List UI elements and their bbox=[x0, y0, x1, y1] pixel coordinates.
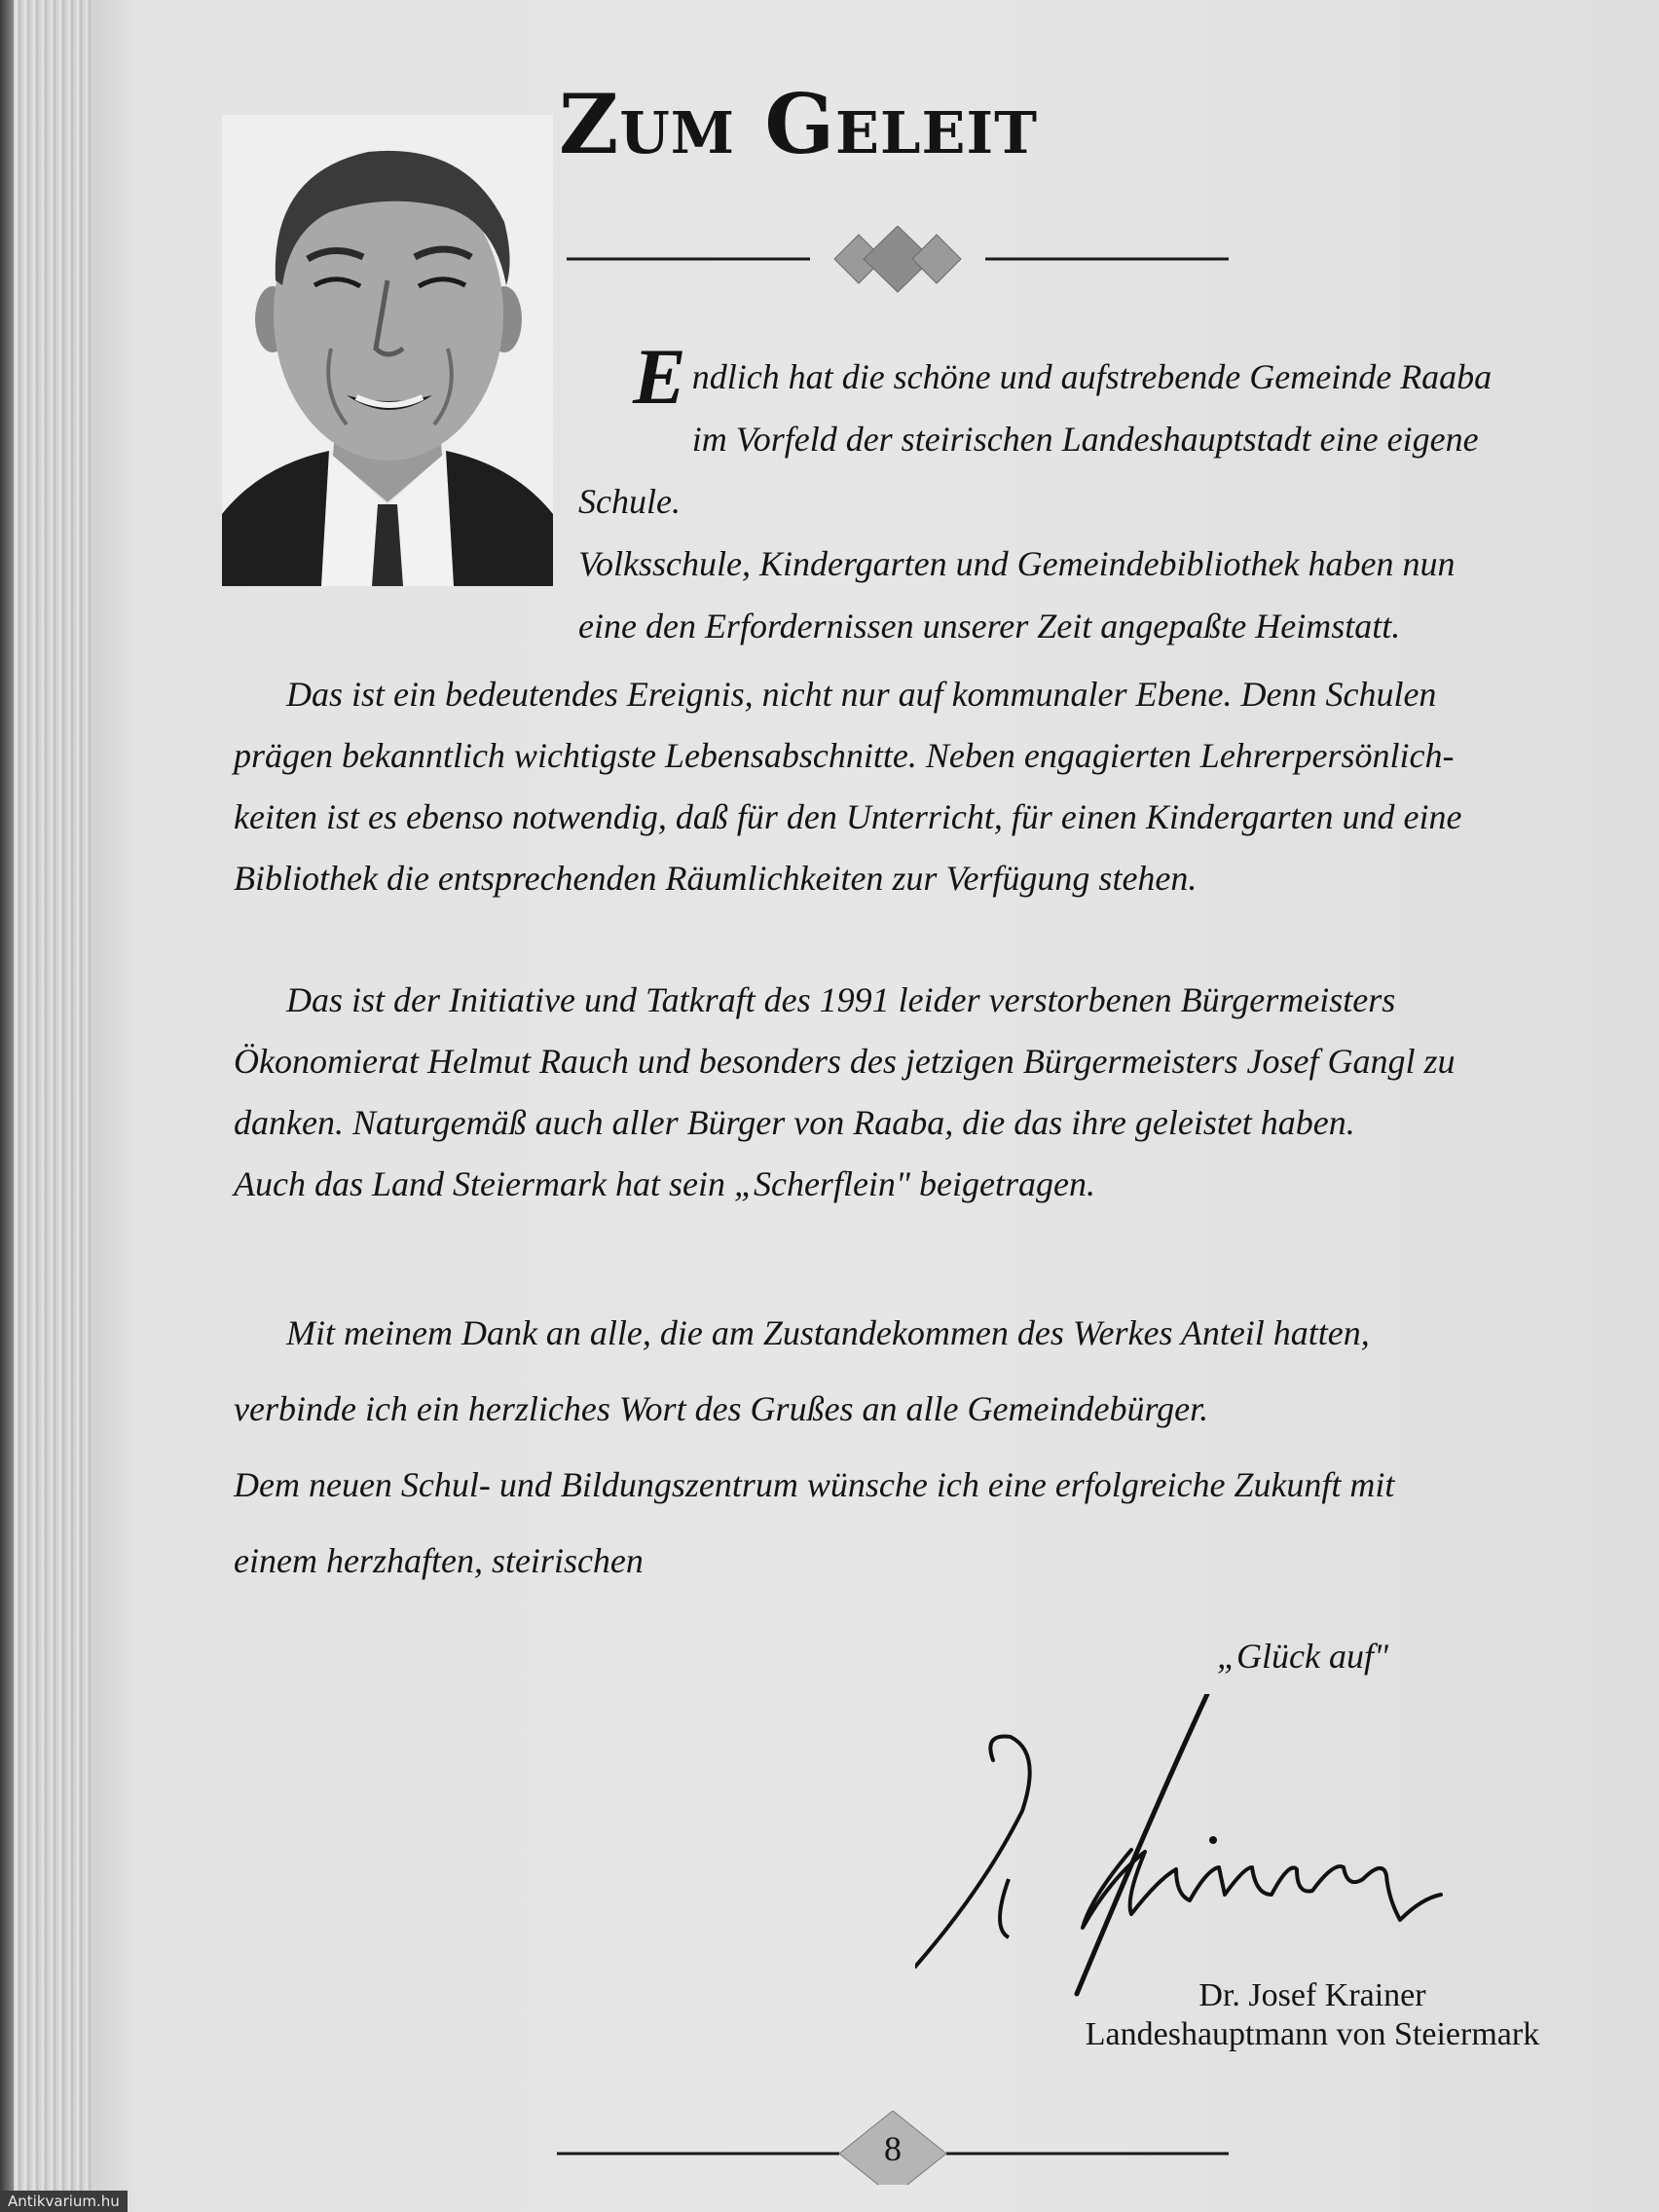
page-number: 8 bbox=[884, 2129, 902, 2168]
body-paragraph-2: Das ist ein bedeutendes Ereignis, nicht nur auf kommunaler Ebene. Denn Schulen prägen bekanntlich wichtigste Lebensabschnitte. Neben engagierten Lehrerpersönlich- keiten ist es ebenso notwendig, daß für den Unterricht, für einen Kindergarten und eine Bibliothek die entsprechenden Räumlichkeiten zur Verfügung stehen. bbox=[234, 675, 1462, 898]
closing-greeting: „Glück auf" bbox=[1217, 1637, 1389, 1676]
body-paragraph-3: Das ist der Initiative und Tatkraft des 1991 leider verstorbenen Bürgermeisters Ökonomierat Helmut Rauch und besonders des jetzigen Bürgermeisters Josef Gangl zu danken. Naturgemäß auch aller Bürger von Raaba, die das ihre geleistet haben. Auch das Land Steiermark hat sein „Scherflein" beigetragen. bbox=[234, 980, 1456, 1203]
intro-paragraph bbox=[578, 332, 1571, 657]
signature-block bbox=[1050, 1976, 1575, 2054]
handwritten-signature bbox=[915, 1694, 1460, 2025]
title-ornament bbox=[567, 226, 1229, 298]
body-paragraph-4: Mit meinem Dank an alle, die am Zustandekommen des Werkes Anteil hatten, verbinde ich ein herzliches Wort des Grußes an alle Gemeindebürger. Dem neuen Schul- und Bildungszentrum wünsche ich eine erfolgreiche Zukunft mit einem herzhaften, steirischen bbox=[234, 1313, 1395, 1580]
intro-paragraph-text: ndlich hat die schöne und aufstrebende Gemeinde Raaba im Vorfeld der steirischen Landeshauptstadt eine eigene Schule. Volksschule, Kindergarten und Gemeindebibliothek haben nun eine den Erfordernissen unserer Zeit angepaßte Heimstatt. bbox=[578, 357, 1493, 645]
watermark: Antikvarium.hu bbox=[0, 2191, 128, 2212]
drop-cap: E bbox=[633, 332, 686, 421]
signatory-name: Dr. Josef Krainer bbox=[1198, 1977, 1426, 2013]
page-title: Zum Geleit bbox=[559, 76, 1038, 172]
book-spine bbox=[0, 0, 14, 2212]
signatory-title: Landeshauptmann von Steiermark bbox=[1085, 2016, 1540, 2052]
portrait-photo bbox=[222, 115, 553, 586]
page-edges bbox=[14, 0, 92, 2212]
